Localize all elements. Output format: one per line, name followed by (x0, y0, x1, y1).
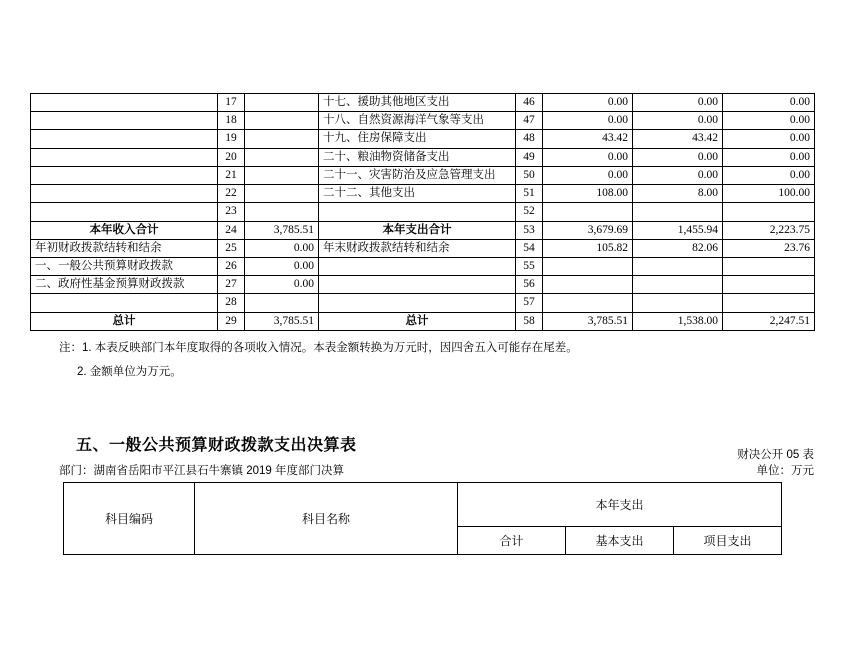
cell-expense-no: 47 (516, 112, 543, 130)
cell-income-amount: 0.00 (245, 239, 319, 257)
cell-expense-basic: 0.00 (633, 112, 723, 130)
cell-expense-basic: 43.42 (633, 130, 723, 148)
cell-expense-name: 本年支出合计 (319, 221, 516, 239)
cell-expense-no: 51 (516, 185, 543, 203)
table-row (31, 166, 815, 184)
cell-income-no: 18 (218, 112, 245, 130)
cell-expense-project (723, 276, 815, 294)
cell-expense-no: 56 (516, 276, 543, 294)
table-body (64, 483, 782, 555)
cell-expense-project: 0.00 (723, 130, 815, 148)
cell-income-amount (245, 185, 319, 203)
cell-income-name: 二、政府性基金预算财政拨款 (31, 276, 218, 294)
table-note-2: 2. 金额单位为万元。 (77, 366, 182, 378)
cell-expense-total: 0.00 (543, 166, 633, 184)
table-row (31, 112, 815, 130)
table-row (31, 148, 815, 166)
header-subject-name: 科目名称 (195, 483, 458, 555)
cell-income-no: 20 (218, 148, 245, 166)
cell-expense-no: 55 (516, 257, 543, 275)
cell-expense-no: 58 (516, 312, 543, 330)
cell-expense-no: 53 (516, 221, 543, 239)
header-subject-code: 科目编码 (64, 483, 195, 555)
cell-expense-no: 52 (516, 203, 543, 221)
table-row (31, 239, 815, 257)
cell-income-no: 26 (218, 257, 245, 275)
cell-expense-no: 48 (516, 130, 543, 148)
cell-expense-total (543, 294, 633, 312)
cell-expense-total: 105.82 (543, 239, 633, 257)
table-row (31, 185, 815, 203)
cell-expense-project: 0.00 (723, 112, 815, 130)
cell-income-name: 总计 (31, 312, 218, 330)
table-row (31, 130, 815, 148)
expenditure-table-header (63, 482, 782, 555)
cell-expense-no: 49 (516, 148, 543, 166)
cell-income-no: 25 (218, 239, 245, 257)
cell-income-name (31, 130, 218, 148)
cell-income-name (31, 294, 218, 312)
cell-income-name: 本年收入合计 (31, 221, 218, 239)
cell-expense-total (543, 276, 633, 294)
cell-expense-name: 十九、住房保障支出 (319, 130, 516, 148)
cell-expense-project (723, 257, 815, 275)
cell-income-name (31, 148, 218, 166)
cell-expense-no: 46 (516, 94, 543, 112)
cell-expense-total: 3,785.51 (543, 312, 633, 330)
cell-income-no: 22 (218, 185, 245, 203)
cell-expense-name: 年末财政拨款结转和结余 (319, 239, 516, 257)
cell-income-amount: 0.00 (245, 257, 319, 275)
table-header-row-1 (64, 483, 782, 527)
cell-expense-total (543, 257, 633, 275)
cell-expense-project (723, 294, 815, 312)
table-row (31, 257, 815, 275)
table-row (31, 294, 815, 312)
department-line: 部门：湖南省岳阳市平江县石牛寨镇 2019 年度部门决算 (59, 465, 344, 477)
table-row-subtotal (31, 221, 815, 239)
cell-income-amount (245, 294, 319, 312)
cell-expense-total: 0.00 (543, 94, 633, 112)
cell-income-amount (245, 94, 319, 112)
cell-expense-total: 0.00 (543, 112, 633, 130)
cell-expense-total: 43.42 (543, 130, 633, 148)
cell-income-no: 27 (218, 276, 245, 294)
cell-income-name: 年初财政拨款结转和结余 (31, 239, 218, 257)
cell-income-amount: 3,785.51 (245, 221, 319, 239)
cell-expense-name (319, 257, 516, 275)
cell-expense-basic: 1,538.00 (633, 312, 723, 330)
cell-expense-basic (633, 294, 723, 312)
cell-income-amount (245, 203, 319, 221)
cell-income-amount (245, 130, 319, 148)
cell-expense-total: 108.00 (543, 185, 633, 203)
cell-income-amount (245, 148, 319, 166)
cell-income-name: 一、一般公共预算财政拨款 (31, 257, 218, 275)
cell-income-amount (245, 166, 319, 184)
cell-expense-basic: 0.00 (633, 166, 723, 184)
cell-expense-basic (633, 276, 723, 294)
cell-expense-no: 54 (516, 239, 543, 257)
cell-expense-basic: 82.06 (633, 239, 723, 257)
section-heading: 五、一般公共预算财政拨款支出决算表 (76, 437, 357, 454)
table-note-1: 注：1. 本表反映部门本年度取得的各项收入情况。本表金额转换为万元时，因四舍五入可能存在尾差。 (59, 342, 578, 354)
cell-income-no: 23 (218, 203, 245, 221)
cell-expense-no: 57 (516, 294, 543, 312)
cell-expense-project: 0.00 (723, 166, 815, 184)
cell-income-amount (245, 112, 319, 130)
cell-income-amount: 0.00 (245, 276, 319, 294)
cell-expense-project (723, 203, 815, 221)
cell-expense-basic (633, 203, 723, 221)
cell-income-name (31, 203, 218, 221)
unit-label: 单位：万元 (756, 465, 814, 477)
cell-income-no: 29 (218, 312, 245, 330)
budget-income-expense-table (30, 93, 815, 331)
cell-expense-basic: 1,455.94 (633, 221, 723, 239)
cell-expense-name: 总计 (319, 312, 516, 330)
cell-income-no: 24 (218, 221, 245, 239)
cell-expense-project: 2,247.51 (723, 312, 815, 330)
cell-expense-project: 0.00 (723, 94, 815, 112)
cell-expense-project: 100.00 (723, 185, 815, 203)
header-project-expenditure: 项目支出 (674, 527, 782, 555)
cell-expense-name: 十七、援助其他地区支出 (319, 94, 516, 112)
cell-expense-name: 二十一、灾害防治及应急管理支出 (319, 166, 516, 184)
cell-expense-name: 二十、粮油物资储备支出 (319, 148, 516, 166)
table-row (31, 203, 815, 221)
header-basic-expenditure: 基本支出 (566, 527, 674, 555)
cell-income-name (31, 94, 218, 112)
cell-expense-basic: 0.00 (633, 94, 723, 112)
cell-expense-name (319, 294, 516, 312)
cell-expense-name: 二十二、其他支出 (319, 185, 516, 203)
cell-expense-project: 2,223.75 (723, 221, 815, 239)
cell-income-no: 19 (218, 130, 245, 148)
cell-expense-total (543, 203, 633, 221)
header-current-year-expenditure: 本年支出 (458, 483, 782, 527)
cell-expense-name: 十八、自然资源海洋气象等支出 (319, 112, 516, 130)
cell-expense-project: 23.76 (723, 239, 815, 257)
cell-expense-project: 0.00 (723, 148, 815, 166)
header-total: 合计 (458, 527, 566, 555)
cell-expense-basic (633, 257, 723, 275)
table-row-total (31, 312, 815, 330)
cell-income-no: 21 (218, 166, 245, 184)
cell-expense-basic: 8.00 (633, 185, 723, 203)
cell-income-name (31, 185, 218, 203)
table-body (31, 94, 815, 331)
cell-expense-name (319, 203, 516, 221)
cell-income-name (31, 166, 218, 184)
cell-income-no: 17 (218, 94, 245, 112)
table-row (31, 276, 815, 294)
cell-income-no: 28 (218, 294, 245, 312)
cell-income-name (31, 112, 218, 130)
form-code-label: 财决公开 05 表 (737, 449, 814, 461)
cell-expense-total: 3,679.69 (543, 221, 633, 239)
cell-expense-total: 0.00 (543, 148, 633, 166)
cell-expense-basic: 0.00 (633, 148, 723, 166)
cell-income-amount: 3,785.51 (245, 312, 319, 330)
cell-expense-no: 50 (516, 166, 543, 184)
table-row (31, 94, 815, 112)
cell-expense-name (319, 276, 516, 294)
